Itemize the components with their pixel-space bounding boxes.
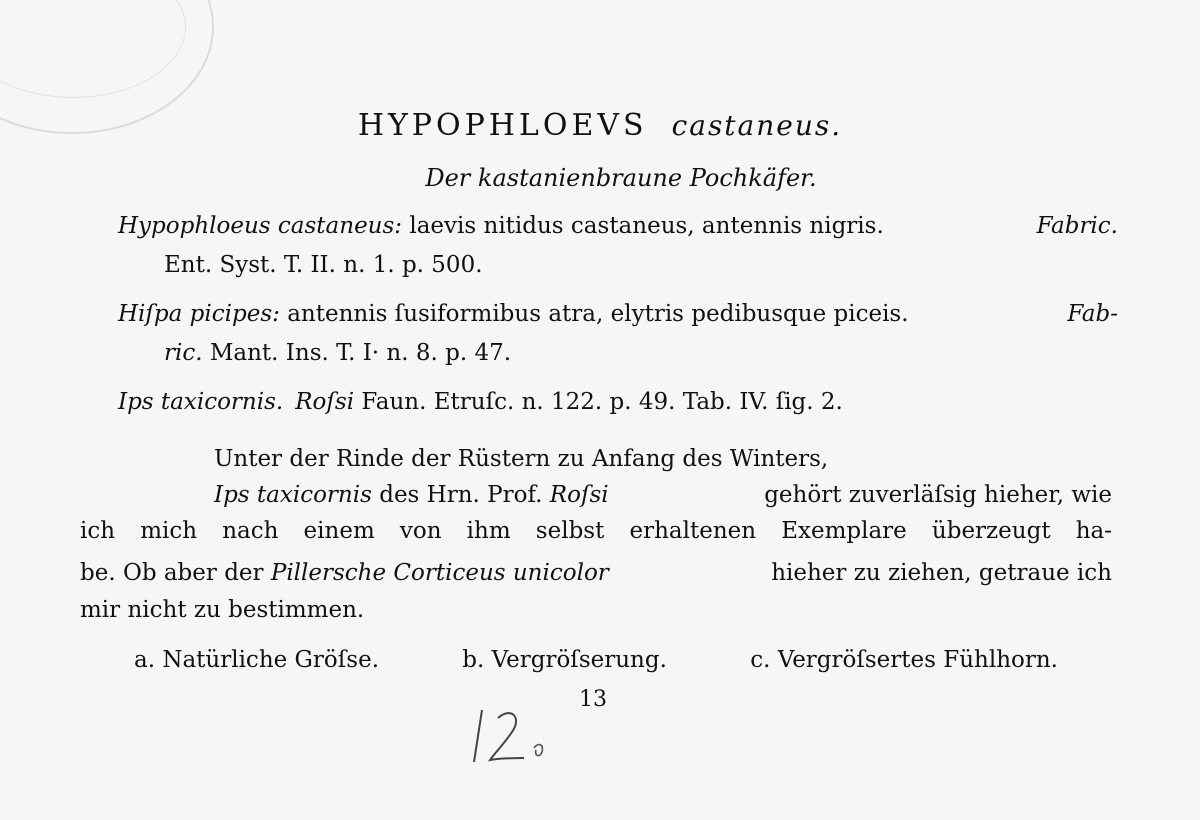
synonym-2-cont: [118, 340, 1118, 366]
synonym-2-name: Hiſpa picipes:: [118, 301, 280, 327]
synonym-2-author: Fab-: [1067, 301, 1118, 327]
body-line-3: ich mich nach einem von ihm selbst erhaltenen Exemplare überzeugt ha-: [80, 518, 1112, 544]
body-line-2-rest: gehört zuverläſsig hieher, wie: [764, 482, 1112, 508]
synonym-1-cont: [118, 252, 1118, 278]
body-line-1: Unter der Rinde der Rüstern zu Anfang des Winters,: [214, 446, 829, 472]
synonym-2: [118, 301, 1118, 327]
body-line-4-start: be. Ob aber der: [80, 560, 271, 586]
body-line-5: mir nicht zu bestimmen.: [80, 597, 365, 623]
common-name: Der kastanienbraune Pochkäfer.: [425, 164, 817, 192]
caption-b: b. Vergröſserung.: [462, 647, 667, 673]
synonym-2-reference: Mant. Ins. T. I· n. 8. p. 47.: [202, 340, 512, 366]
stamp-inner-ring: [0, 0, 186, 98]
species-name: castaneus.: [671, 109, 843, 142]
genus-name: HYPOPHLOEVS: [357, 108, 648, 143]
page-number: 13: [579, 687, 607, 712]
body-line-2-italic2: Roſsi: [549, 482, 609, 508]
caption-a: a. Natürliche Gröſse.: [134, 647, 380, 673]
synonym-3-text: Faun. Etruſc. n. 122. p. 49. Tab. IV. ſig. 2.: [354, 389, 843, 415]
synonym-3-author: Roſsi: [295, 389, 355, 415]
synonym-1-reference: Ent. Syst. T. II. n. 1. p. 500.: [164, 252, 483, 278]
synonym-1-author: Fabric.: [1036, 213, 1118, 239]
figure-captions: [134, 647, 1058, 673]
body-line-2-italic: Ips taxicornis: [214, 482, 372, 508]
body-line-2-text: des Hrn. Prof.: [371, 482, 550, 508]
body-line-4: [80, 560, 1112, 586]
caption-c: c. Vergröſsertes Fühlhorn.: [750, 647, 1058, 673]
synonym-3: [118, 389, 1118, 415]
body-line-2: [214, 482, 1112, 508]
body-line-4-italic: Pillersche Corticeus unicolor: [270, 560, 609, 586]
synonym-2-text: antennis ſusiformibus atra, elytris pedibusque piceis.: [279, 301, 909, 327]
page-title: [0, 108, 1200, 143]
body-line-4-rest: hieher zu ziehen, getraue ich: [771, 560, 1112, 586]
synonym-1-text: laevis nitidus castaneus, antennis nigris.: [402, 213, 884, 239]
synonym-1-name: Hypophloeus castaneus:: [118, 213, 403, 239]
synonym-1: [118, 213, 1118, 239]
handwritten-mark: [468, 700, 558, 770]
synonym-3-name: Ips taxicornis.: [118, 389, 284, 415]
synonym-2-author-cont: ric.: [164, 340, 203, 366]
